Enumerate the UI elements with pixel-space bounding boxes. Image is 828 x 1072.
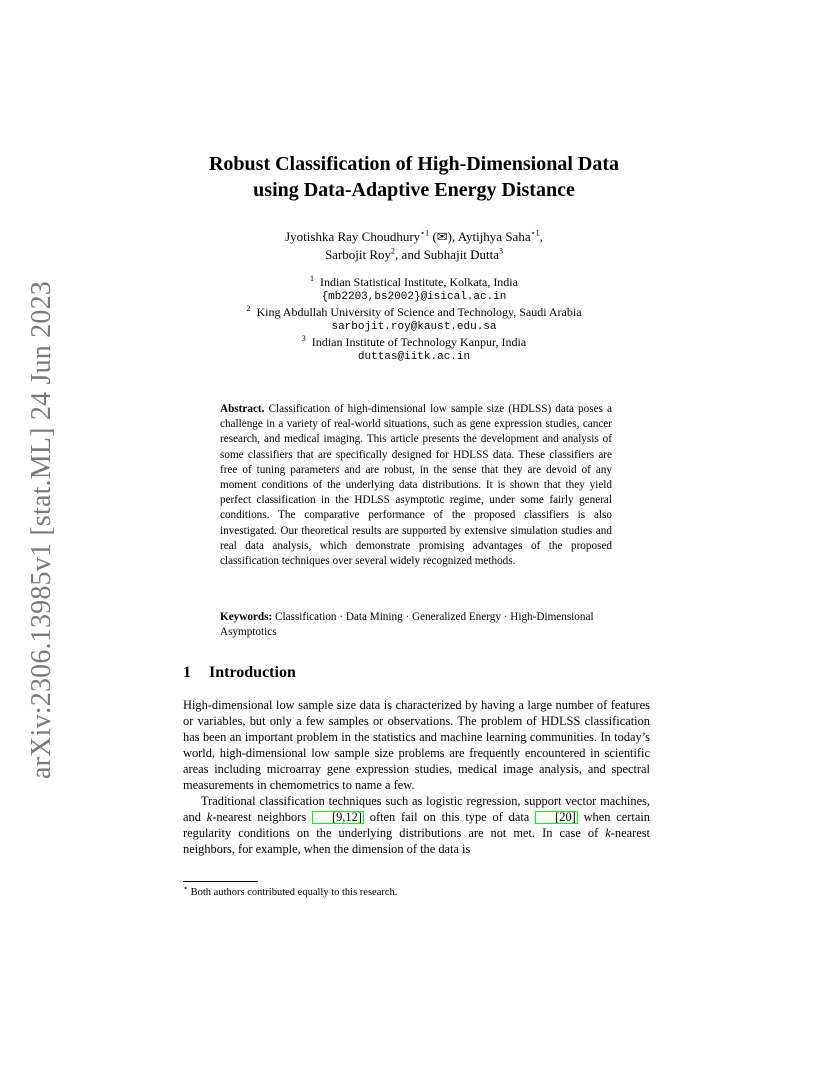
affiliation-marker: 3: [301, 334, 306, 343]
affiliation-name: King Abdullah University of Science and Technology, Saudi Arabia: [256, 305, 582, 319]
abstract: [220, 402, 612, 569]
affiliation-name: Indian Institute of Technology Kanpur, India: [311, 335, 527, 349]
author-marker: 2: [391, 246, 396, 256]
keywords-text: Classification · Data Mining · Generalized Energy · High-Dimensional Asymptotics: [220, 611, 594, 639]
math-k: k: [206, 810, 213, 824]
affiliations: [150, 275, 678, 365]
keywords: [220, 610, 612, 640]
text-run: -nearest neighbors: [212, 810, 312, 824]
citation-link[interactable]: [20]: [535, 811, 578, 824]
affiliation-3: [150, 335, 678, 350]
separator: ,: [539, 229, 543, 244]
affiliation-1: [150, 275, 678, 290]
text-run: often fail on this type of data: [363, 810, 536, 824]
author-line-1: [150, 228, 678, 246]
paragraph-2: [183, 793, 650, 857]
citation-link[interactable]: [9,12]: [312, 811, 364, 824]
affiliation-2: [150, 305, 678, 320]
author-marker: 3: [499, 246, 504, 256]
separator: , and: [395, 247, 424, 262]
affiliation-marker: 2: [246, 304, 251, 313]
affiliation-email[interactable]: {mb2203,bs2002}@isical.ac.in: [321, 291, 507, 303]
author-line-2: [150, 246, 678, 264]
section-title-text: Introduction: [209, 664, 296, 681]
author-name: Sarbojit Roy: [324, 247, 392, 262]
text-run: Traditional classification techniques such as logistic regression, support vector machines, and: [183, 794, 650, 824]
affiliation-email[interactable]: sarbojit.roy@kaust.edu.sa: [331, 321, 497, 333]
footnote-mark: ⋆: [183, 883, 189, 893]
author-marker: ⋆1: [530, 228, 540, 238]
author-marker: ⋆1: [420, 228, 430, 238]
math-k: k: [605, 826, 611, 840]
paragraph-1: High-dimensional low sample size data is characterized by having a large number of features or variables, but only a few samples or observations. The problem of HDLSS classification has been an important problem in the statistics and machine learning communities. In today’s world, high-dimensional low sample size problems are frequently encountered in scientific areas including microarray gene expression studies, medical image analysis, and spectral measurements in chemometrics to name a few.: [183, 698, 650, 792]
arxiv-identifier: [22, 281, 62, 779]
footnote-text: Both authors contributed equally to this research.: [188, 887, 398, 898]
text-run: when certain regularity conditions on the underlying distributions are not met. In case of: [183, 810, 650, 840]
affiliation-name: Indian Statistical Institute, Kolkata, India: [320, 275, 518, 289]
title-line-2: using Data-Adaptive Energy Distance: [253, 179, 575, 201]
text-run: -nearest neighbors, for example, when the dimension of the data is: [183, 826, 650, 856]
author-name: Subhajit Dutta: [423, 247, 500, 262]
section-heading: [183, 664, 296, 682]
footnote: [183, 883, 398, 900]
affiliation-marker: 1: [310, 274, 315, 283]
abstract-text: Classification of high-dimensional low sample size (HDLSS) data poses a challenge in a variety of real-world situations, such as gene expression studies, cancer research, and medical imaging. This article presents the development and analysis of some classifiers that are specifically designed for HDLSS data. These classifiers are free of tuning parameters and are robust, in the sense that they are devoid of any moment conditions of the underlying data distributions. It is shown that they yield perfect classification in the HDLSS asymptotic regime, under some fairly general conditions. The comparative performance of the proposed classifiers is also investigated. Our theoretical results are supported by extensive simulation studies and real data analysis, which demonstrate promising advantages of the proposed classification techniques over several widely recognized methods.: [220, 403, 612, 568]
paper-title: [150, 151, 678, 203]
affiliation-email[interactable]: duttas@iitk.ac.in: [357, 351, 471, 363]
footnote-divider: [183, 881, 258, 882]
author-list: [150, 228, 678, 264]
author-name: Jyotishka Ray Choudhury: [285, 229, 421, 244]
keywords-label: Keywords:: [220, 611, 273, 623]
abstract-label: Abstract.: [220, 403, 265, 415]
section-number: 1: [183, 664, 191, 681]
title-line-1: Robust Classification of High-Dimensional Data: [208, 153, 620, 175]
mail-icon: (✉),: [429, 229, 458, 244]
arxiv-identifier-text: arXiv:2306.13985v1 [stat.ML] 24 Jun 2023: [26, 281, 57, 779]
body-text: [183, 697, 650, 857]
author-name: Aytijhya Saha: [457, 229, 531, 244]
